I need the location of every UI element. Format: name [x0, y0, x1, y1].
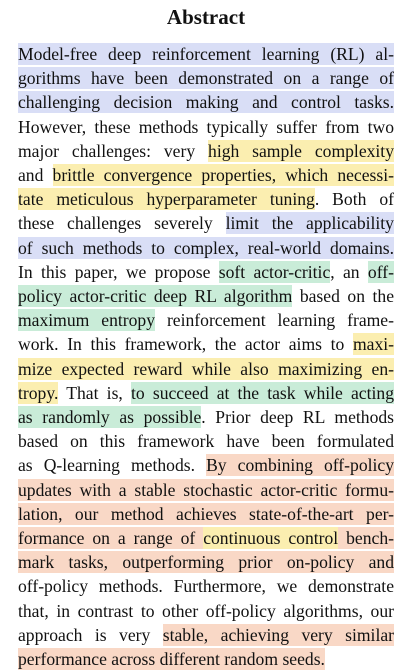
abstract-line — [18, 308, 394, 332]
abstract-line — [18, 574, 394, 598]
highlighted-phrase: as randomly as possible — [18, 407, 202, 427]
highlighted-phrase: Model-free deep reinforcement learning (RL) al- — [18, 44, 394, 64]
highlighted-phrase: performance across different random seeds. — [18, 649, 325, 669]
text-run: In this paper, we propose — [18, 261, 219, 282]
abstract-line — [18, 42, 394, 66]
text-run: work. In this framework, the actor aims to — [18, 334, 353, 355]
text-run: that, in contrast to other off-policy algorithms, our — [18, 600, 394, 621]
highlighted-phrase: maximum entropy — [18, 310, 156, 331]
abstract-heading: Abstract — [166, 5, 246, 29]
text-run: . Prior deep RL methods — [201, 407, 395, 427]
abstract-line — [18, 260, 394, 284]
highlighted-phrase: high sample complexity — [208, 140, 394, 161]
text-run: approach is very — [18, 624, 163, 645]
abstract-line — [18, 357, 394, 381]
highlighted-phrase: lation, our method achieves state-of-the-art per- — [18, 503, 394, 524]
text-run: , an — [330, 261, 368, 282]
text-run: based on this framework have been formulated — [18, 431, 394, 452]
text-run: as Q-learning methods. — [18, 455, 207, 476]
highlighted-phrase: challenging decision making and control tasks. — [18, 92, 394, 113]
text-run: off-policy methods. Furthermore, we demonstrate — [18, 576, 394, 597]
highlighted-phrase: limit the applicability — [225, 213, 394, 234]
abstract-line — [18, 187, 394, 211]
abstract-line — [18, 502, 394, 526]
text-run: and — [18, 165, 53, 185]
text-run: reinforcement learning frame- — [155, 310, 394, 331]
highlighted-phrase: off- — [367, 261, 394, 282]
abstract-line — [18, 139, 394, 163]
text-run: That is, — [58, 382, 131, 403]
highlighted-phrase: achieving very similar — [208, 624, 395, 645]
highlighted-phrase: continuous control — [203, 528, 339, 548]
abstract-line — [18, 211, 394, 235]
abstract-line — [18, 453, 394, 477]
highlighted-phrase: policy actor-critic deep RL algorithm — [18, 286, 293, 306]
abstract-line — [18, 405, 394, 429]
highlighted-phrase: brittle convergence properties, which necessi- — [52, 165, 394, 185]
abstract-line — [18, 429, 394, 453]
abstract-line — [18, 90, 394, 114]
highlighted-phrase: of such methods to complex, real-world domains. — [18, 237, 394, 258]
text-run: these challenges severely — [18, 213, 226, 234]
text-run: based on the — [292, 286, 395, 306]
abstract-line — [18, 478, 394, 502]
abstract-line — [18, 332, 394, 356]
highlighted-phrase: tate meticulous hyperparameter tuning — [18, 189, 315, 210]
highlighted-phrase: mize expected reward while also maximizing en- — [18, 358, 394, 379]
text-run: However, these methods typically suffer from two — [18, 116, 394, 137]
abstract-line — [18, 599, 394, 623]
abstract-line — [18, 236, 394, 260]
abstract-line — [18, 284, 394, 308]
highlighted-phrase: soft actor-critic — [218, 261, 331, 282]
abstract-line — [18, 381, 394, 405]
abstract-line — [18, 163, 394, 187]
highlighted-phrase: to succeed at the task while acting — [130, 382, 394, 403]
highlighted-phrase: By combining off-policy — [206, 455, 394, 476]
highlighted-phrase: bench- — [338, 528, 394, 548]
text-run: major challenges: very — [18, 140, 209, 161]
abstract-line — [18, 526, 394, 550]
text-run: . Both of — [314, 189, 394, 210]
highlighted-phrase: mark tasks, outperforming prior on-policy and — [18, 552, 394, 573]
highlighted-phrase: tropy. — [18, 382, 59, 403]
highlighted-phrase: stable, — [162, 624, 209, 645]
abstract-line — [18, 66, 394, 90]
highlighted-phrase: updates with a stable stochastic actor-critic formu- — [18, 479, 394, 500]
abstract-line — [18, 623, 394, 647]
abstract-line — [18, 115, 394, 139]
highlighted-phrase: maxi- — [352, 334, 394, 355]
highlighted-phrase: formance on a range of — [18, 528, 204, 548]
abstract-line — [18, 550, 394, 574]
abstract-line — [18, 647, 394, 671]
highlighted-phrase: gorithms have been demonstrated on a range of — [18, 68, 394, 89]
